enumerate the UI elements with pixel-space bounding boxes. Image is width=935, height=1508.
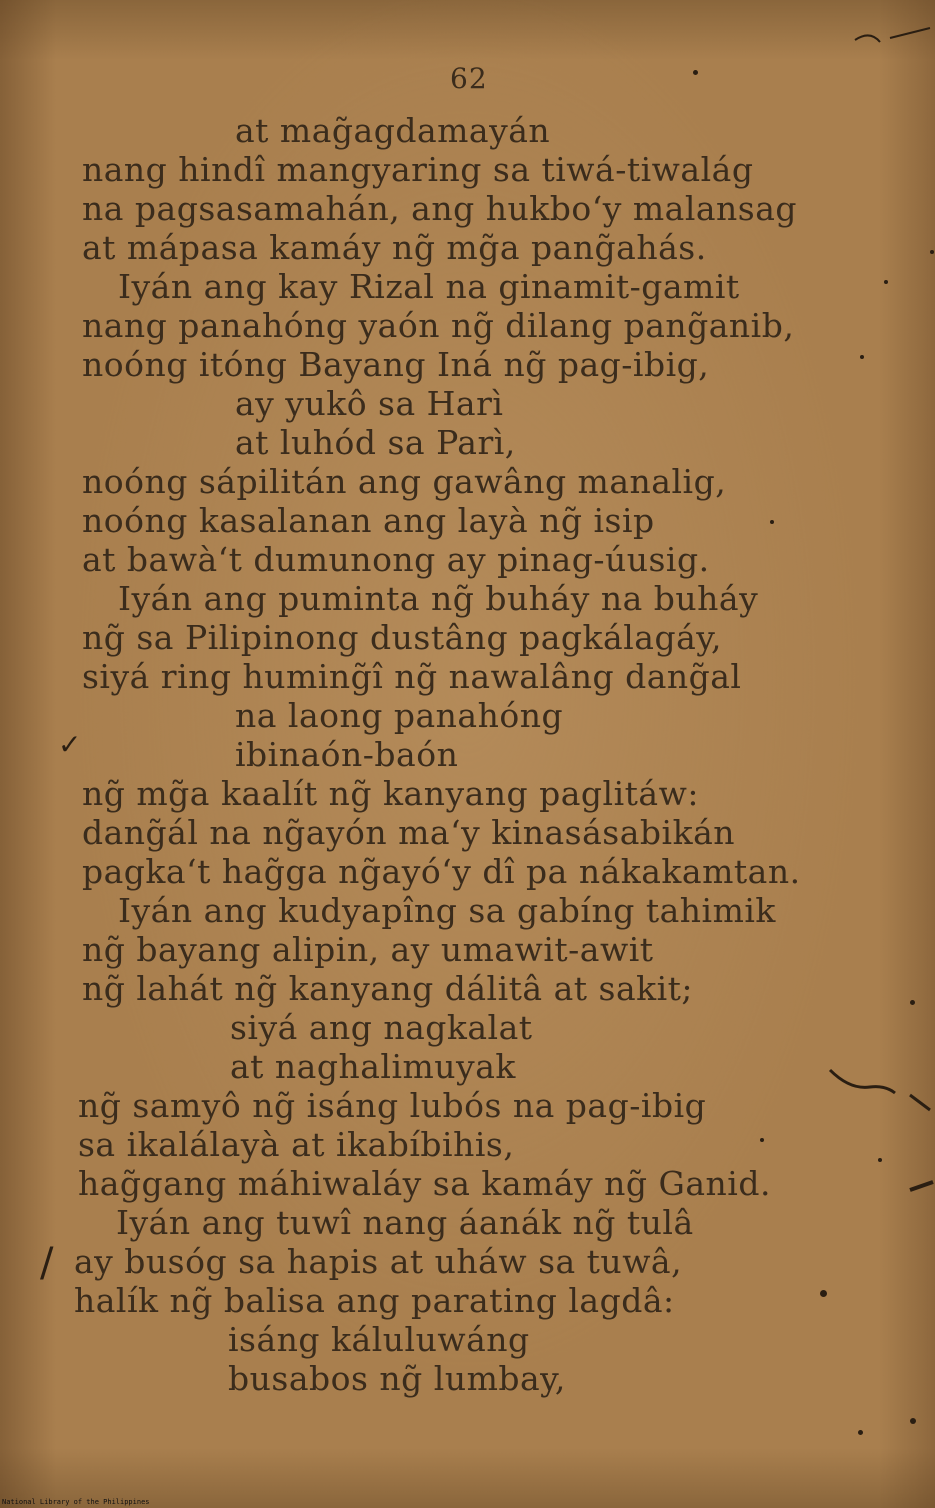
library-footer: National Library of the Philippines xyxy=(2,1498,150,1506)
check-mark: / xyxy=(40,1240,54,1286)
ink-speck xyxy=(760,1138,764,1142)
poem-line: Iyán ang kay Rizal na ginamit-gamit xyxy=(118,267,740,306)
ink-speck xyxy=(884,280,888,284)
check-mark: ✓ xyxy=(58,728,82,761)
poem-line: na laong panahóng xyxy=(235,696,564,735)
ink-speck xyxy=(820,1290,827,1297)
ink-speck xyxy=(878,1158,882,1162)
poem-line: ay busóg sa hapis at uháw sa tuwâ, xyxy=(74,1242,683,1281)
poem-line: at mápasa kamáy ng̃ mg̃a pang̃ahás. xyxy=(82,228,707,267)
ink-speck xyxy=(693,70,698,75)
poem-line: noóng kasalanan ang layà ng̃ isip xyxy=(82,501,655,540)
poem-line: halík ng̃ balisa ang parating lagdâ: xyxy=(74,1281,675,1320)
poem-line: ng̃ samyô ng̃ isáng lubós na pag-ibig xyxy=(78,1086,707,1125)
poem-line: at naghalimuyak xyxy=(230,1047,516,1086)
ink-scribble xyxy=(825,1065,935,1115)
poem-line: at mag̃agdamayán xyxy=(235,111,551,150)
poem-line: Iyán ang puminta ng̃ buháy na buháy xyxy=(118,579,759,618)
poem-line: siyá ang nagkalat xyxy=(230,1008,533,1047)
poem-line: ay yukô sa Harì xyxy=(235,384,504,423)
poem-line: ng̃ bayang alipin, ay umawit-awit xyxy=(82,930,654,969)
poem-line: nang hindî mangyaring sa tiwá-tiwalág xyxy=(82,150,754,189)
poem-line: ng̃ mg̃a kaalít ng̃ kanyang paglitáw: xyxy=(82,774,699,813)
poem-line: siyá ring huming̃î ng̃ nawalâng dang̃al xyxy=(82,657,742,696)
poem-line: at bawà‘t dumunong ay pinag-úusig. xyxy=(82,540,710,579)
ink-scribble xyxy=(850,20,935,60)
poem-line: noóng itóng Bayang Iná ng̃ pag-ibig, xyxy=(82,345,710,384)
poem-line: nang panahóng yaón ng̃ dilang pang̃anib, xyxy=(82,306,795,345)
poem-line: Iyán ang tuwî nang áanák ng̃ tulâ xyxy=(116,1203,694,1242)
poem-line: dang̃ál na ng̃ayón ma‘y kinasásabikán xyxy=(82,813,736,852)
ink-speck xyxy=(860,355,864,359)
poem-line: pagka‘t hag̃ga ng̃ayó‘y dî pa nákakamtan. xyxy=(82,852,801,891)
poem-line: busabos ng̃ lumbay, xyxy=(228,1359,566,1398)
poem-line: ng̃ lahát ng̃ kanyang dálitâ at sakit; xyxy=(82,969,694,1008)
page-number: 62 xyxy=(450,62,488,95)
ink-speck xyxy=(770,520,774,524)
ink-speck xyxy=(910,1000,915,1005)
poem-line: na pagsasamahán, ang hukbo‘y malansag xyxy=(82,189,798,228)
poem-line: noóng sápilitán ang gawâng manalig, xyxy=(82,462,727,501)
ink-speck xyxy=(858,1430,863,1435)
poem-line: at luhód sa Parì, xyxy=(235,423,516,462)
poem-line: sa ikalálayà at ikabíbihis, xyxy=(78,1125,515,1164)
poem-line: hag̃gang máhiwaláy sa kamáy ng̃ Ganid. xyxy=(78,1164,771,1203)
poem-line: isáng káluluwáng xyxy=(228,1320,530,1359)
poem-line: Iyán ang kudyapîng sa gabíng tahimik xyxy=(118,891,776,930)
ink-speck xyxy=(910,1418,916,1424)
ink-scribble xyxy=(905,1160,935,1200)
poem-line: ibinaón-baón xyxy=(235,735,459,774)
ink-speck xyxy=(930,250,934,254)
poem-line: ng̃ sa Pilipinong dustâng pagkálagáy, xyxy=(82,618,722,657)
